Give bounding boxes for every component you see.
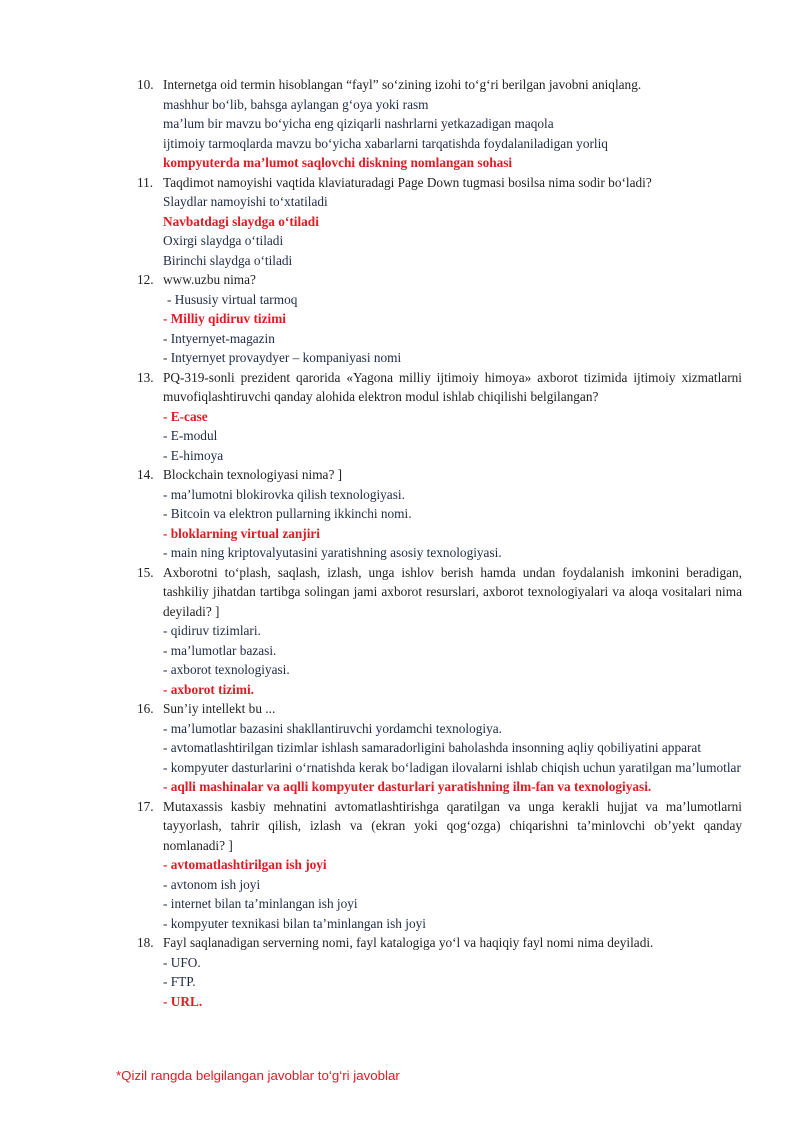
question-17 xyxy=(137,797,742,934)
question-text: Mutaxassis kasbiy mehnatini avtomatlashtirishga qaratilgan va unga kerakli hujjat va ma’lumotlarni tayyorlash, tahrir qilish, izlash va (ekran yoki qog‘ozga) chiqarishni ta’minlovchi ob’yekt qanday nomlanadi? ] xyxy=(163,798,742,853)
question-18 xyxy=(137,933,742,1011)
answer-option-correct: - aqlli mashinalar va aqlli kompyuter dasturlari yaratishning ilm-fan va texnologiyasi. xyxy=(163,779,652,794)
answer-option: ijtimoiy tarmoqlarda mavzu bo‘yicha xabarlarni tarqatishda foydalaniladigan yorliq xyxy=(163,135,608,151)
answer-option-correct: - URL. xyxy=(163,993,203,1009)
question-text: www.uzbu nima? xyxy=(163,272,256,287)
answer-option: Oxirgi slaydga o‘tiladi xyxy=(163,233,284,248)
answer-option: - UFO. xyxy=(163,954,201,970)
answer-option-correct: - E-case xyxy=(163,408,208,424)
answer-option: Birinchi slaydga o‘tiladi xyxy=(163,252,293,268)
answer-option: - qidiruv tizimlari. xyxy=(163,623,261,638)
question-text: Taqdimot namoyishi vaqtida klaviaturadagi Page Down tugmasi bosilsa nima sodir bo‘ladi? xyxy=(163,174,652,190)
footnote: *Qizil rangda belgilangan javoblar to‘g‘ri javoblar xyxy=(116,1068,400,1083)
answer-option: ma’lum bir mavzu bo‘yicha eng qiziqarli nashrlarni yetkazadigan maqola xyxy=(163,116,554,131)
answer-option: Slaydlar namoyishi to‘xtatiladi xyxy=(163,194,328,209)
question-list xyxy=(137,75,742,1011)
question-16 xyxy=(137,699,742,797)
question-text: Sun’iy intellekt bu ... xyxy=(163,701,276,716)
question-number: 11. xyxy=(137,174,154,190)
answer-option: - kompyuter texnikasi bilan ta’minlangan ish joyi xyxy=(163,915,426,931)
question-text: Axborotni to‘plash, saqlash, izlash, unga ishlov berish hamda undan foydalanish imkonini beradigan, tashkiliy jihatdan tartibga solingan jami axborot resurslari, axborot texnologiyalari va aloqa vositalari nima deyiladi? ] xyxy=(163,564,742,619)
question-number: 15. xyxy=(137,564,154,580)
answer-option: - avtomatlashtirilgan tizimlar ishlash samaradorligini baholashda insonning aqliy qobiliyatini apparat xyxy=(163,740,702,755)
answer-option: - Bitcoin va elektron pullarning ikkinchi nomi. xyxy=(163,506,412,521)
answer-option-correct: kompyuterda ma’lumot saqlovchi diskning nomlangan sohasi xyxy=(163,155,513,170)
question-text: Blockchain texnologiyasi nima? ] xyxy=(163,467,343,482)
answer-option: - axborot texnologiyasi. xyxy=(163,662,290,677)
answer-option-correct: Navbatdagi slaydga o‘tiladi xyxy=(163,213,319,229)
answer-option: mashhur bo‘lib, bahsga aylangan g‘oya yoki rasm xyxy=(163,96,429,112)
question-number: 18. xyxy=(137,935,154,950)
question-number: 13. xyxy=(137,369,154,385)
answer-option: - FTP. xyxy=(163,974,196,989)
question-10 xyxy=(137,75,742,173)
question-text: Internetga oid termin hisoblangan “fayl” so‘zining izohi to‘g‘ri berilgan javobni aniqlang. xyxy=(163,77,642,92)
answer-option: - internet bilan ta’minlangan ish joyi xyxy=(163,896,358,911)
question-12 xyxy=(137,270,742,368)
answer-option: - kompyuter dasturlarini o‘rnatishda kerak bo‘ladigan ilovalarni ishlab chiqish uchun yaratilgan ma’lumotlar xyxy=(163,759,741,775)
question-14 xyxy=(137,465,742,563)
question-number: 12. xyxy=(137,272,154,287)
question-number: 16. xyxy=(137,701,154,716)
answer-option: - Intyernyet provaydyer – kompaniyasi nomi xyxy=(163,350,402,365)
question-text: Fayl saqlanadigan serverning nomi, fayl katalogiga yo‘l va haqiqiy fayl nomi nima deyiladi. xyxy=(163,935,654,950)
answer-option-correct: - avtomatlashtirilgan ish joyi xyxy=(163,857,327,872)
answer-option: - main ning kriptovalyutasini yaratishning asosiy texnologiyasi. xyxy=(163,545,502,560)
question-13 xyxy=(137,368,742,466)
answer-option-correct: - Milliy qidiruv tizimi xyxy=(163,311,286,326)
answer-option: - ma’lumotni blokirovka qilish texnologiyasi. xyxy=(163,486,405,502)
answer-option-correct: - axborot tizimi. xyxy=(163,681,254,697)
question-15 xyxy=(137,563,742,700)
answer-option: - avtonom ish joyi xyxy=(163,876,261,892)
answer-option: - Intyernyet-magazin xyxy=(163,330,275,346)
question-number: 14. xyxy=(137,467,154,482)
question-number: 17. xyxy=(137,798,154,814)
question-11 xyxy=(137,173,742,271)
answer-option: - ma’lumotlar bazasini shakllantiruvchi yordamchi texnologiya. xyxy=(163,720,502,736)
answer-option: - E-modul xyxy=(163,428,218,443)
answer-option: - ma’lumotlar bazasi. xyxy=(163,642,277,658)
question-number: 10. xyxy=(137,77,154,92)
answer-option: - E-himoya xyxy=(163,447,224,463)
answer-option: - Hususiy virtual tarmoq xyxy=(167,291,298,307)
answer-option-correct: - bloklarning virtual zanjiri xyxy=(163,525,320,541)
question-text: PQ-319-sonli prezident qarorida «Yagona milliy ijtimoiy himoya» axborot tizimida ijtimoiy xizmatlarni muvofiqlashtiruvchi qanday alohida elektron modul ishlab chiqilishi belgilangan? xyxy=(163,369,742,404)
